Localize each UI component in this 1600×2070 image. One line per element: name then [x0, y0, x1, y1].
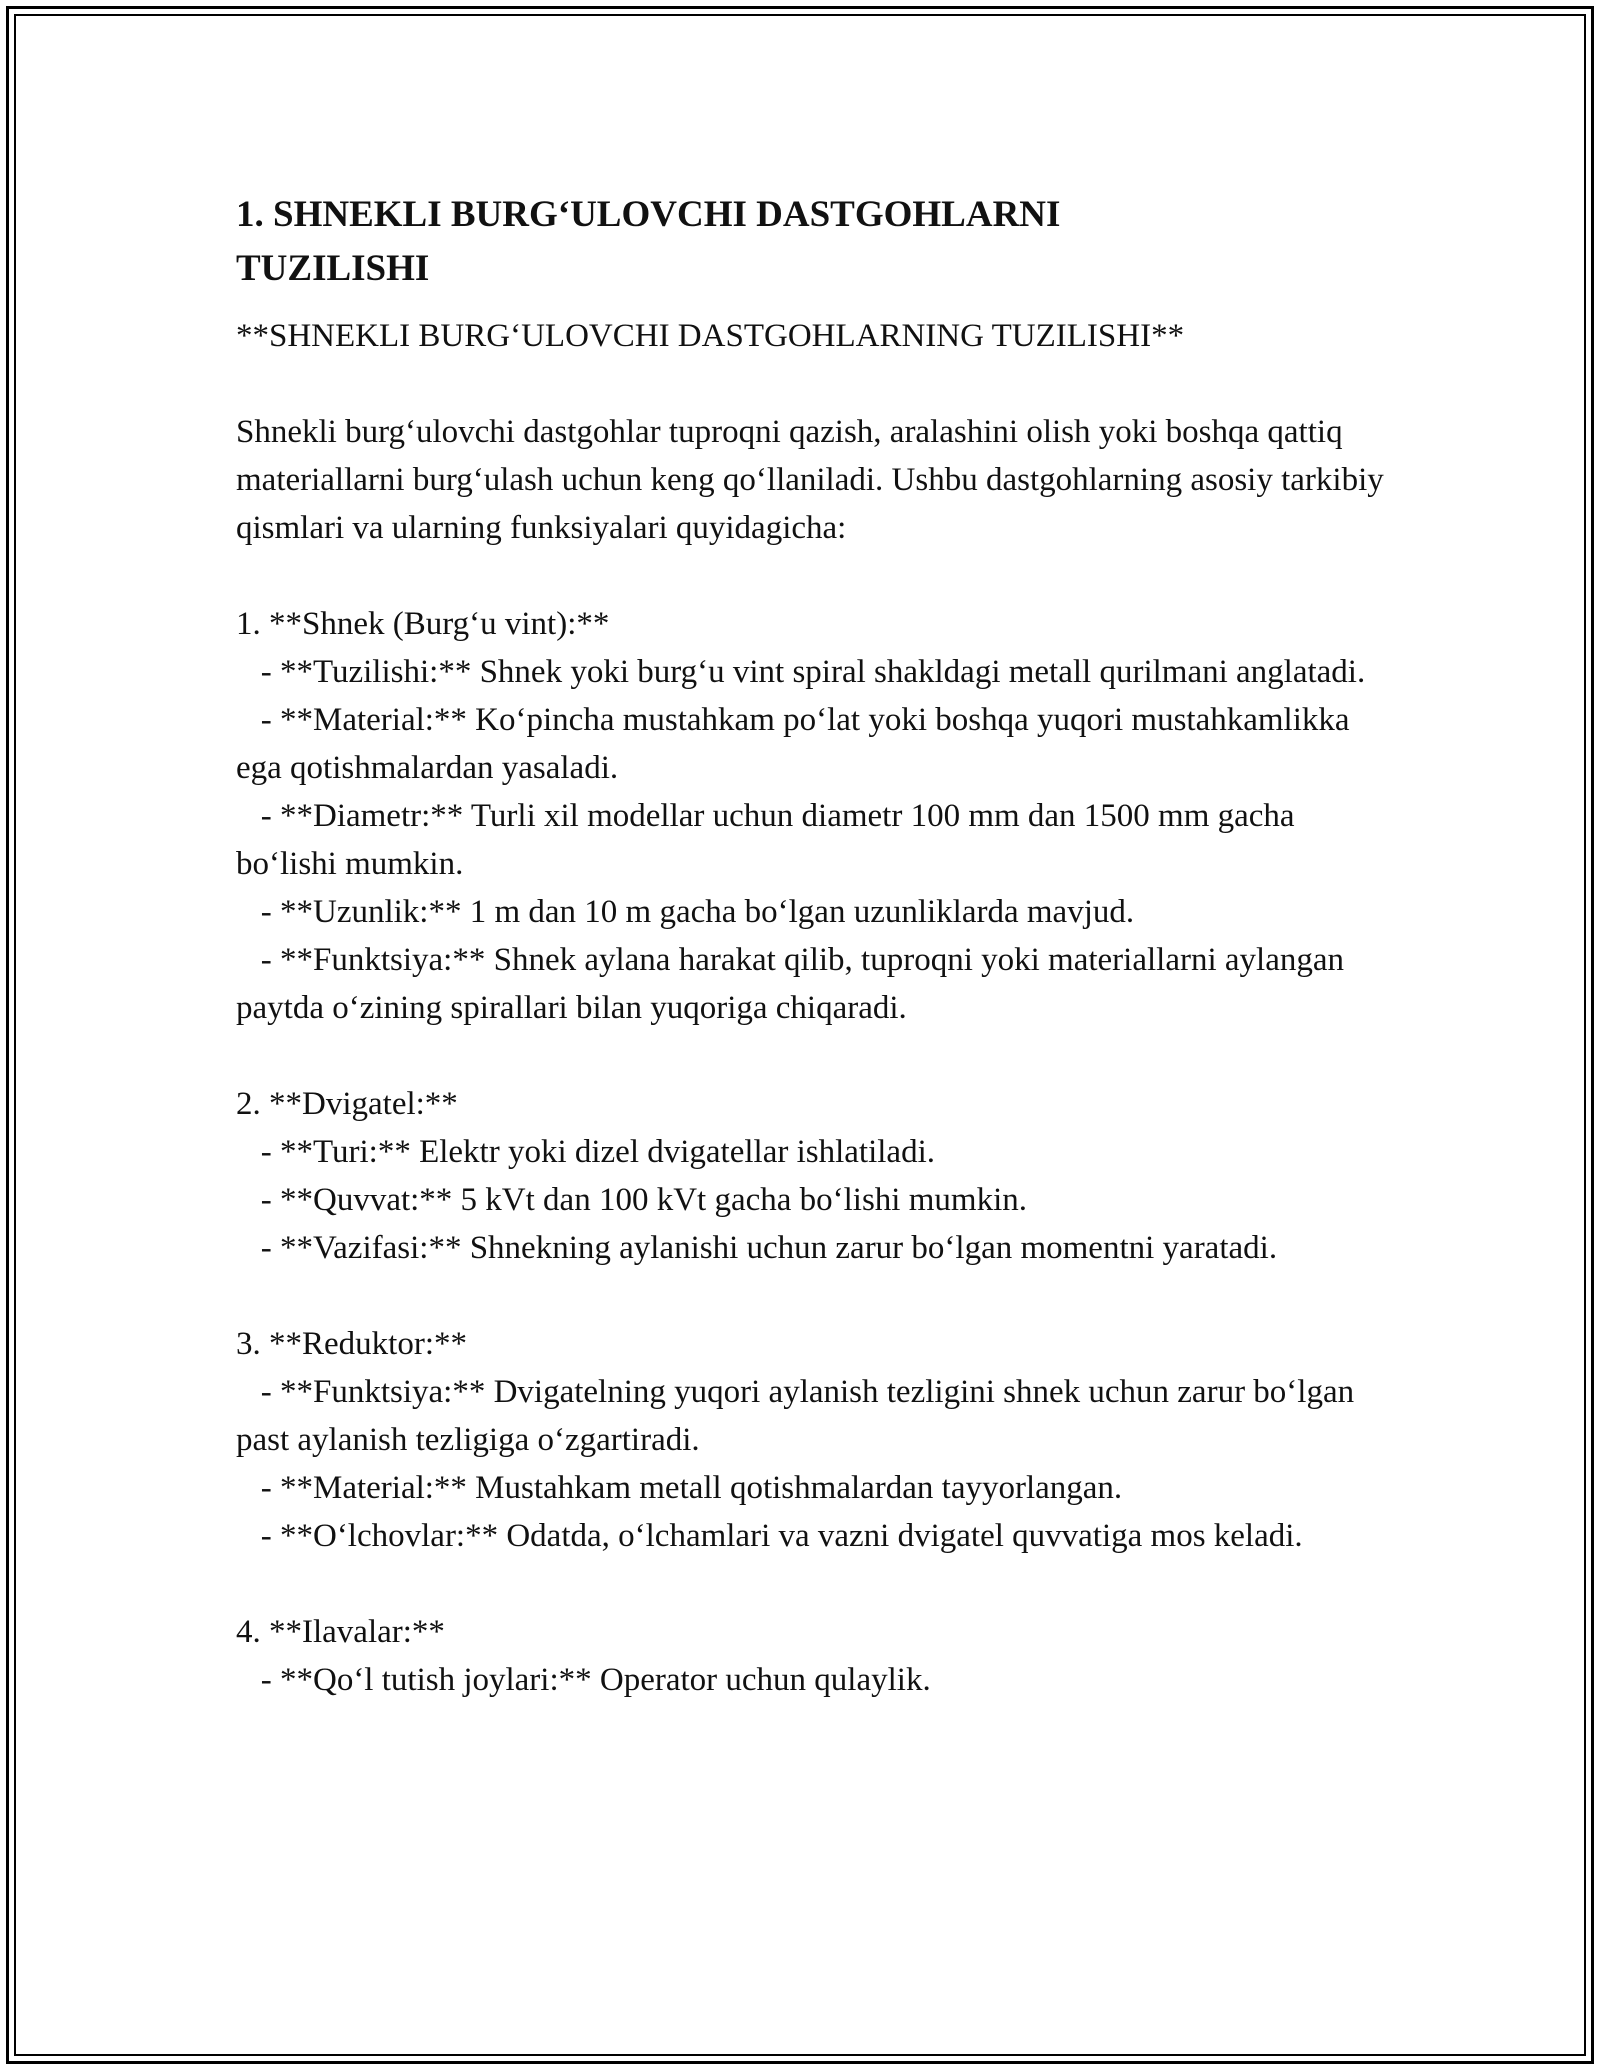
- list-item: - **Tuzilishi:** Shnek yoki burg‘u vint spiral shakldagi metall qurilmani anglatadi.: [236, 654, 1366, 690]
- intro-paragraph: Shnekli burg‘ulovchi dastgohlar tuproqni qazish, aralashini olish yoki boshqa qattiq materiallarni burg‘ulash uchun keng qo‘llaniladi. Ushbu dastgohlarning asosiy tarkibiy qismlari va ularning funksiyalari quyidagicha:: [236, 414, 1384, 546]
- list-item: - **Funktsiya:** Shnek aylana harakat qilib, tuproqni yoki materiallarni aylangan paytda o‘zining spirallari bilan yuqoriga chiqaradi.: [236, 942, 1353, 1026]
- section-ilavalar: [236, 1608, 1396, 1704]
- section-shnek: [236, 600, 1396, 1032]
- section-reduktor: [236, 1320, 1396, 1560]
- list-item: - **Vazifasi:** Shnekning aylanishi uchun zarur bo‘lgan momentni yaratadi.: [236, 1230, 1278, 1266]
- section-title: 3. **Reduktor:**: [236, 1326, 467, 1362]
- list-item: - **Material:** Mustahkam metall qotishmalardan tayyorlangan.: [236, 1470, 1123, 1506]
- heading-line-1: 1. SHNEKLI BURG‘ULOVCHI DASTGOHLARNI: [236, 194, 1061, 235]
- section-title: 2. **Dvigatel:**: [236, 1086, 458, 1122]
- heading-line-2: TUZILISHI: [236, 248, 430, 289]
- section-title: 4. **Ilavalar:**: [236, 1614, 445, 1650]
- section-title: 1. **Shnek (Burg‘u vint):**: [236, 606, 610, 642]
- list-item: - **Funktsiya:** Dvigatelning yuqori aylanish tezligini shnek uchun zarur bo‘lgan past aylanish tezligiga o‘zgartiradi.: [236, 1374, 1363, 1458]
- list-item: - **Material:** Ko‘pincha mustahkam po‘lat yoki boshqa yuqori mustahkamlikka ega qotishmalardan yasaladi.: [236, 702, 1358, 786]
- list-item: - **Qo‘l tutish joylari:** Operator uchun qulaylik.: [236, 1662, 931, 1698]
- list-item: - **Uzunlik:** 1 m dan 10 m gacha bo‘lgan uzunliklarda mavjud.: [236, 894, 1135, 930]
- sections-list: [236, 600, 1396, 1704]
- document-page: [236, 188, 1396, 1704]
- document-subheading: **SHNEKLI BURG‘ULOVCHI DASTGOHLARNING TUZILISHI**: [236, 318, 1185, 354]
- list-item: - **Turi:** Elektr yoki dizel dvigatellar ishlatiladi.: [236, 1134, 935, 1170]
- list-item: - **O‘lchovlar:** Odatda, o‘lchamlari va vazni dvigatel quvvatiga mos keladi.: [236, 1518, 1303, 1554]
- document-heading: [236, 188, 1396, 296]
- section-dvigatel: [236, 1080, 1396, 1272]
- list-item: - **Quvvat:** 5 kVt dan 100 kVt gacha bo‘lishi mumkin.: [236, 1182, 1027, 1218]
- list-item: - **Diametr:** Turli xil modellar uchun diametr 100 mm dan 1500 mm gacha bo‘lishi mumkin.: [236, 798, 1303, 882]
